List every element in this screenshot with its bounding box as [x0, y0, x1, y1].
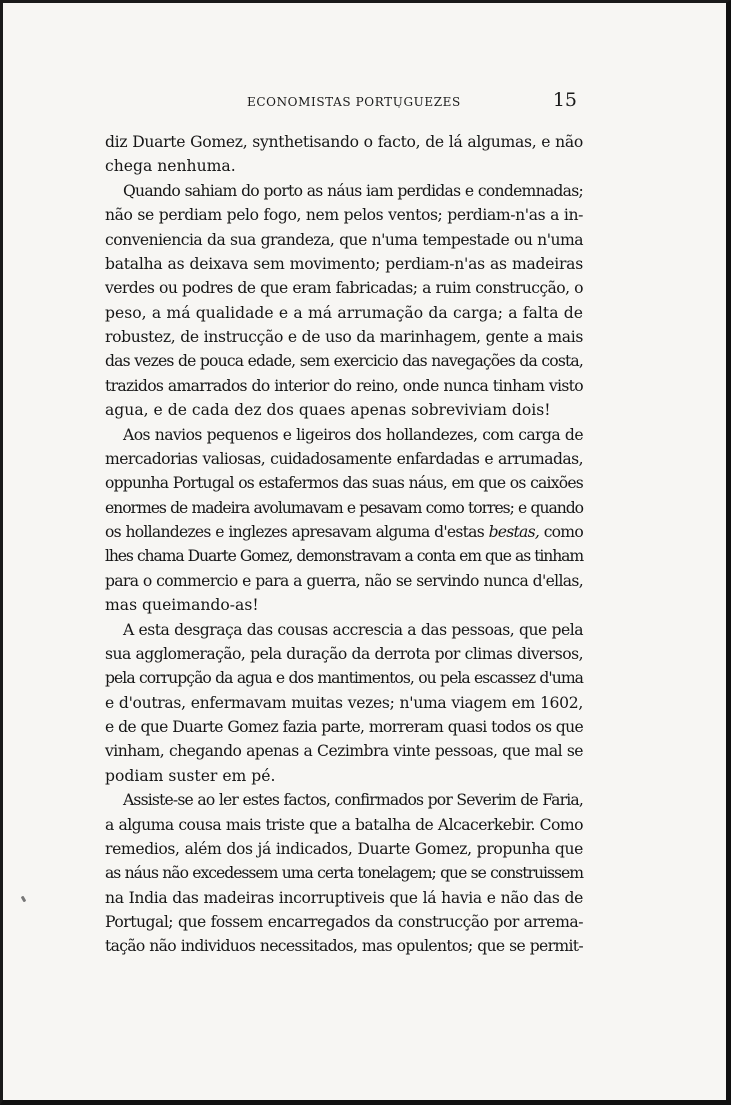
text-line: verdes ou podres de que eram fabricadas; a ruim construcção, o — [105, 279, 583, 298]
body-text — [105, 130, 583, 959]
text-fragment: como — [543, 523, 583, 541]
text-line: oppunha Portugal os estafermos das suas náus, em que os caixões — [105, 474, 583, 493]
paragraph-2 — [105, 179, 583, 423]
text-line: sua agglomeração, pela duração da derrota por climas diversos, — [105, 644, 583, 663]
text-line: tação não individuos necessitados, mas opulentos; que se permit- — [105, 937, 583, 956]
text-line: vinham, chegando apenas a Cezimbra vinte pessoas, que mal se — [105, 742, 583, 761]
text-line: agua, e de cada dez dos quaes apenas sobreviviam dois! — [105, 401, 551, 420]
text-line: lhes chama Duarte Gomez, demonstravam a conta em que as tinham — [105, 547, 583, 566]
text-line: para o commercio e para a guerra, não se servindo nunca d'ellas, — [105, 571, 583, 590]
paper-mark — [21, 896, 27, 903]
text-line: na India das madeiras incorruptiveis que lá havia e não das de — [105, 888, 583, 907]
text-line: enormes de madeira avolumavam e pesavam como torres; e quando — [105, 498, 583, 517]
paragraph-4 — [105, 618, 583, 789]
page-number: 15 — [552, 89, 577, 111]
paragraph-1 — [105, 130, 583, 179]
text-line: batalha as deixava sem movimento; perdiam-n'as as madeiras — [105, 254, 583, 273]
italic-word: bestas, — [488, 523, 540, 541]
text-line: e de que Duarte Gomez fazia parte, morreram quasi todos os que — [105, 718, 583, 736]
text-line: não se perdiam pelo fogo, nem pelos ventos; perdiam-n'as a in- — [105, 206, 583, 225]
text-line: trazidos amarrados do interior do reino, onde nunca tinham visto — [105, 376, 583, 395]
text-line: a alguma cousa mais triste que a batalha de Alcacerkebir. Como — [105, 815, 583, 834]
text-line: peso, a má qualidade e a má arrumação da carga; a falta de — [105, 303, 583, 322]
text-line: Quando sahiam do porto as náus iam perdidas e condemnadas; — [123, 181, 583, 200]
text-line: conveniencia da sua grandeza, que n'uma tempestade ou n'uma — [105, 230, 583, 249]
text-line: Assiste-se ao ler estes factos, confirmados por Severim de Faria, — [123, 791, 583, 810]
text-line: chega nenhuma. — [105, 157, 236, 176]
text-line: pela corrupção da agua e dos mantimentos, ou pela escassez d'uma — [105, 669, 583, 688]
text-line: podiam suster em pé. — [105, 766, 276, 785]
text-line: A esta desgraça das cousas accrescia a das pessoas, que pela — [123, 620, 583, 639]
text-line: Portugal; que fossem encarregados da construcção por arrema- — [105, 913, 583, 931]
text-line: remedios, além dos já indicados, Duarte Gomez, propunha que — [105, 839, 583, 858]
text-line: Aos navios pequenos e ligeiros dos hollandezes, com carga de — [123, 425, 583, 444]
page-header — [105, 89, 583, 117]
text-line: e d'outras, enfermavam muitas vezes; n'uma viagem em 1602, — [105, 693, 583, 712]
text-line-with-italic — [105, 520, 583, 544]
text-line: das vezes de pouca edade, sem exercicio das navegações da costa, — [105, 352, 583, 371]
text-line: as náus não excedessem uma certa tonelagem; que se construissem — [105, 864, 583, 883]
text-line: mercadorias valiosas, cuidadosamente enfardadas e arrumadas, — [105, 449, 583, 468]
text-line: robustez, de instrucção e de uso da marinhagem, gente a mais — [105, 328, 583, 346]
text-line: mas queimando-as! — [105, 596, 259, 615]
running-head: ECONOMISTAS PORTUGUEZES — [247, 95, 461, 109]
text-fragment: os hollandezes e inglezes apresavam alguma d'estas — [105, 523, 484, 541]
paragraph-3 — [105, 423, 583, 618]
text-line: diz Duarte Gomez, synthetisando o facto, de lá algumas, e não — [105, 133, 583, 151]
paragraph-5 — [105, 788, 583, 959]
